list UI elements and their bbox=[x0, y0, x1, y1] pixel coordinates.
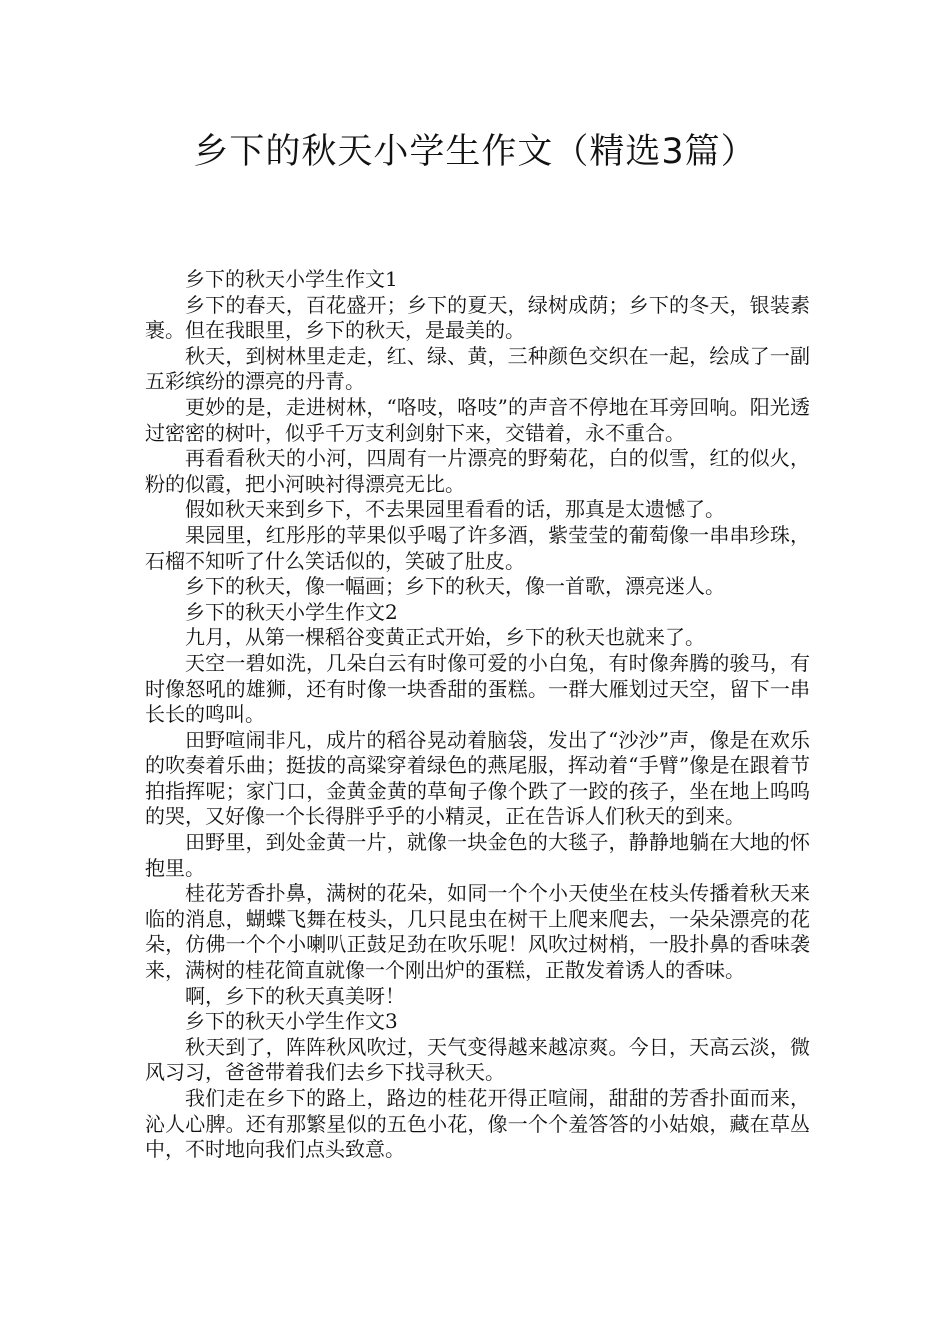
paragraph: 乡下的秋天，像一幅画；乡下的秋天，像一首歌，漂亮迷人。 bbox=[185, 574, 725, 599]
paragraph: 我们走在乡下的路上，路边的桂花开得正喧闹，甜甜的芳香扑面而来，沁人心脾。还有那繁星似的五色小花，像一个个羞答答的小姑娘，藏在草丛中，不时地向我们点头致意。 bbox=[145, 1086, 810, 1162]
paragraph: 啊，乡下的秋天真美呀！ bbox=[185, 983, 405, 1008]
paragraph: 乡下的春天，百花盛开；乡下的夏天，绿树成荫；乡下的冬天，银装素裹。但在我眼里，乡下的秋天，是最美的。 bbox=[145, 292, 810, 343]
section-heading-2: 乡下的秋天小学生作文2 bbox=[185, 599, 398, 624]
paragraph: 秋天，到树林里走走，红、绿、黄，三种颜色交织在一起，绘成了一副五彩缤纷的漂亮的丹青。 bbox=[145, 343, 810, 394]
section-heading-1: 乡下的秋天小学生作文1 bbox=[185, 267, 398, 291]
paragraph: 更妙的是，走进树林，“咯吱，咯吱”的声音不停地在耳旁回响。阳光透过密密的树叶，似乎千万支利剑射下来，交错着，永不重合。 bbox=[145, 394, 810, 445]
paragraph: 桂花芳香扑鼻，满树的花朵，如同一个个小天使坐在枝头传播着秋天来临的消息，蝴蝶飞舞在枝头，几只昆虫在树干上爬来爬去，一朵朵漂亮的花朵，仿佛一个个小喇叭正鼓足劲在吹乐呢！风吹过树梢，一股扑鼻的香味袭来，满树的桂花简直就像一个刚出炉的蛋糕，正散发着诱人的香味。 bbox=[145, 881, 810, 983]
document-body bbox=[145, 267, 810, 1163]
paragraph: 九月，从第一棵稻谷变黄正式开始，乡下的秋天也就来了。 bbox=[185, 625, 705, 650]
paragraph: 再看看秋天的小河，四周有一片漂亮的野菊花，白的似雪，红的似火，粉的似霞，把小河映衬得漂亮无比。 bbox=[145, 446, 810, 496]
paragraph: 秋天到了，阵阵秋风吹过，天气变得越来越凉爽。今日，天高云淡，微风习习，爸爸带着我们去乡下找寻秋天。 bbox=[145, 1034, 810, 1085]
document-title: 乡下的秋天小学生作文（精选3篇） bbox=[193, 132, 757, 172]
paragraph: 天空一碧如洗，几朵白云有时像可爱的小白兔，有时像奔腾的骏马，有时像怒吼的雄狮，还有时像一块香甜的蛋糕。一群大雁划过天空，留下一串长长的鸣叫。 bbox=[145, 650, 810, 727]
paragraph: 果园里，红彤彤的苹果似乎喝了许多酒，紫莹莹的葡萄像一串串珍珠，石榴不知听了什么笑话似的，笑破了肚皮。 bbox=[145, 522, 810, 573]
section-heading-3: 乡下的秋天小学生作文3 bbox=[185, 1009, 398, 1034]
paragraph: 田野里，到处金黄一片，就像一块金色的大毯子，静静地躺在大地的怀抱里。 bbox=[145, 830, 810, 880]
paragraph: 田野喧闹非凡，成片的稻谷晃动着脑袋，发出了“沙沙”声，像是在欢乐的吹奏着乐曲；挺拔的高粱穿着绿色的燕尾服，挥动着“手臂”像是在跟着节拍指挥呢；家门口，金黄金黄的草甸子像个跌了一跤的孩子，坐在地上呜呜的哭，又好像一个长得胖乎乎的小精灵，正在告诉人们秋天的到来。 bbox=[145, 727, 810, 829]
paragraph: 假如秋天来到乡下，不去果园里看看的话，那真是太遗憾了。 bbox=[185, 497, 725, 522]
